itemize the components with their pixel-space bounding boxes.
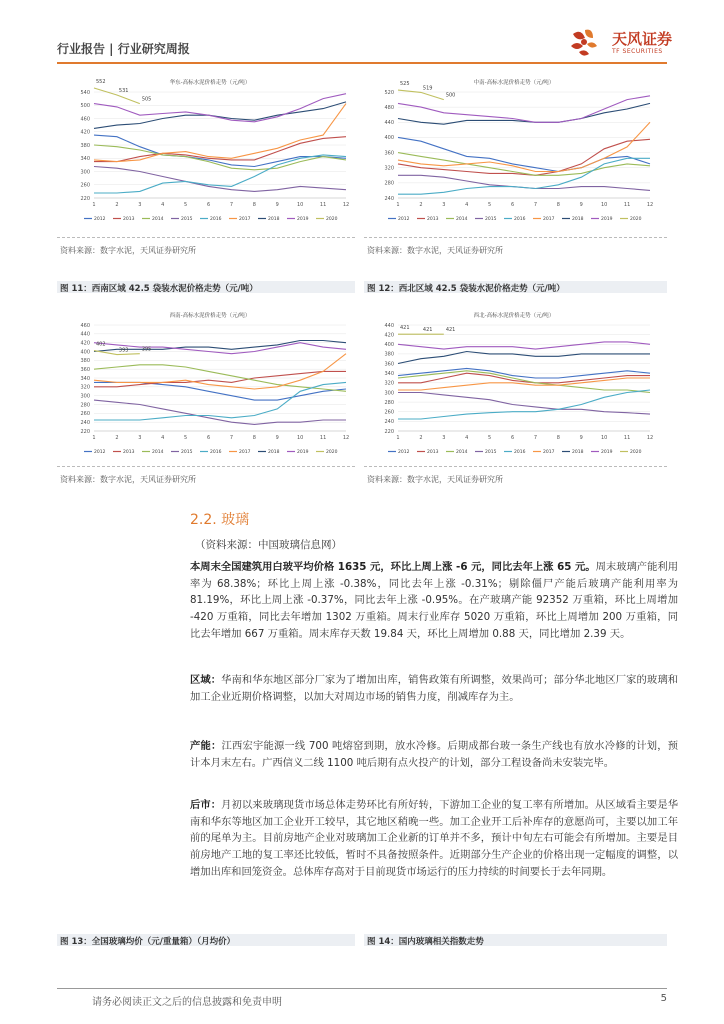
y-tick-label: 320 [384,165,394,172]
data-label: 500 [445,92,456,99]
y-tick-label: 320 [384,380,394,387]
x-tick-label: 10 [296,202,304,208]
series-line-2018 [94,102,346,128]
series-line-2020 [94,88,140,104]
region-text: 华南和华东地区部分厂家为了增加出库，销售政策有所调整，效果尚可；部分华北地区厂家的玻璃和加工企业近期价格调整，以加大对周边市场的销售力度，削减库存为主。 [190,674,678,703]
data-label: 402 [96,341,106,348]
y-tick-label: 280 [384,399,394,406]
x-tick-label: 10 [600,435,608,441]
x-tick-label: 12 [646,435,654,441]
y-tick-label: 520 [384,89,394,96]
chart-source-2: 资料来源：数字水泥，天风证券研究所 [367,246,503,255]
chart-east-china [60,70,360,232]
legend-label: 2015 [485,450,497,455]
legend-label: 2015 [485,217,497,222]
summary-text: 周末玻璃产能利用率为 68.38%；环比上周上涨 -0.38%，同比去年上涨 -0.31%；剔除僵尸产能后玻璃产能利用率为 81.19%，环比上周上涨 -0.37%，同比去年上涨 -0.95%。在产玻璃产能 92352 万重箱，环比上周增加 -420 万重箱，同比去年增加 1302 万重箱。周末行业库存 5020 万重箱，环比上周增加 200 万重箱，同比去年增加 667 万重箱。周末库存天数 19.84 天，环比上周增加 0.88 天，同比增加 2.39 天。 [190,561,678,640]
x-tick-label: 7 [533,202,538,208]
x-tick-label: 7 [533,435,538,441]
x-tick-label: 3 [442,202,446,208]
x-tick-label: 11 [319,435,327,441]
x-tick-label: 4 [161,202,165,208]
x-tick-label: 1 [396,435,400,441]
x-tick-label: 3 [138,435,142,441]
data-label: 505 [141,96,152,103]
legend-label: 2014 [152,217,164,222]
x-tick-label: 1 [92,202,96,208]
y-tick-label: 280 [80,402,90,409]
paragraph-region [190,672,678,705]
data-label: 552 [96,79,106,86]
x-tick-label: 9 [579,202,583,208]
x-tick-label: 11 [623,202,631,208]
chart-source-4: 资料来源：数字水泥，天风证券研究所 [367,475,503,484]
x-tick-label: 6 [510,202,515,208]
chart-title: 华东-高标水泥价格走势（元/吨） [169,80,251,86]
legend-label: 2018 [572,450,584,455]
y-tick-label: 240 [384,195,394,202]
x-tick-label: 11 [319,202,327,208]
series-line-2018 [398,352,650,364]
y-tick-label: 220 [384,428,394,435]
y-tick-label: 460 [80,322,90,329]
x-tick-label: 12 [342,202,350,208]
legend-label: 2016 [514,217,526,222]
y-tick-label: 360 [384,361,394,368]
x-tick-label: 5 [184,202,188,208]
legend-label: 2020 [326,217,338,222]
legend-label: 2013 [427,217,439,222]
x-tick-label: 8 [252,202,256,208]
y-tick-label: 420 [80,340,90,347]
x-tick-label: 9 [275,435,279,441]
figure-13-caption: 图 13：全国玻璃均价（元/重量箱）（月均价） [60,937,236,947]
x-tick-label: 5 [184,435,188,441]
series-line-2017 [94,354,346,389]
x-tick-label: 9 [275,202,279,208]
x-tick-label: 10 [600,202,608,208]
y-tick-label: 440 [384,322,394,329]
footer-divider [57,988,667,989]
legend-label: 2013 [123,217,135,222]
x-tick-label: 4 [465,435,469,441]
source-divider [364,237,667,238]
legend-label: 2012 [94,217,106,222]
y-tick-label: 320 [80,384,90,391]
section-source-note: （资料来源：中国玻璃信息网） [195,539,342,551]
legend-label: 2019 [601,217,613,222]
capacity-text: 江西宏宇能源一线 700 吨熔窑到期，放水冷修。后期成都台玻一条生产线也有放水冷修的计划，预计本月末左右。广西信义二线 1100 吨后期有点火投产的计划，部分工程设备尚未安装完毕。 [190,740,679,769]
legend-label: 2020 [630,450,642,455]
x-tick-label: 2 [115,202,119,208]
legend-label: 2013 [427,450,439,455]
chart-southwest [60,303,360,465]
series-line-2019 [398,96,650,123]
source-divider [57,466,355,467]
x-tick-label: 2 [419,202,423,208]
x-tick-label: 5 [488,202,492,208]
y-tick-label: 240 [80,419,90,426]
y-tick-label: 340 [80,156,90,163]
region-label: 区域： [190,674,222,686]
paragraph-capacity [190,738,678,771]
legend-label: 2020 [630,217,642,222]
capacity-label: 产能： [190,740,222,752]
chart-northwest-svg [364,303,664,465]
series-line-2015 [94,167,346,192]
legend-label: 2019 [601,450,613,455]
legend-label: 2018 [572,217,584,222]
chart-title: 西南-高标水泥价格走势（元/吨） [169,313,251,319]
y-tick-label: 460 [80,116,90,123]
y-tick-label: 300 [80,393,90,400]
y-tick-label: 260 [80,182,90,189]
legend-label: 2015 [181,450,193,455]
legend-label: 2014 [456,450,468,455]
data-label: 393 [118,347,129,354]
data-label: 531 [118,87,129,94]
series-line-2019 [94,94,346,122]
y-tick-label: 420 [384,332,394,339]
x-tick-label: 7 [229,202,234,208]
logo-cn-text: 天风证券 [612,30,673,48]
chart-title: 中南-高标水泥价格走势（元/吨） [473,80,555,86]
legend-label: 2017 [239,450,251,455]
legend-label: 2012 [94,450,106,455]
series-line-2020 [398,90,444,100]
y-tick-label: 400 [384,135,394,142]
y-tick-label: 360 [80,366,90,373]
x-tick-label: 5 [488,435,492,441]
series-line-2017 [398,122,650,171]
summary-bold: 本周末全国建筑用白玻平均价格 1635 元，环比上周上涨 -6 元，同比去年上涨 65 元。 [190,561,596,573]
section-title: 2.2. 玻璃 [190,512,250,528]
data-label: 421 [422,327,433,334]
data-label: 519 [422,85,433,92]
chart-east-china-svg [60,70,360,232]
x-tick-label: 6 [206,435,211,441]
y-tick-label: 400 [80,349,90,356]
x-tick-label: 2 [115,435,119,441]
figure-14-caption: 图 14：国内玻璃相关指数走势 [367,937,484,947]
y-tick-label: 480 [384,104,394,111]
y-tick-label: 380 [80,358,90,365]
legend-label: 2012 [398,217,410,222]
x-tick-label: 10 [296,435,304,441]
logo-petals-icon [571,30,597,56]
chart-central-south [364,70,664,232]
x-tick-label: 6 [510,435,515,441]
page-number: 5 [660,993,667,1004]
paragraph-summary [190,559,678,643]
data-label: 525 [400,81,410,88]
legend-label: 2019 [297,450,309,455]
x-tick-label: 12 [646,202,654,208]
y-tick-label: 380 [80,142,90,149]
y-tick-label: 260 [80,411,90,418]
x-tick-label: 1 [396,202,400,208]
report-header: 行业报告 | 行业研究周报 [57,42,190,56]
figure-11-caption: 图 11：西南区域 42.5 袋装水泥价格走势（元/吨） [60,284,258,294]
y-tick-label: 420 [80,129,90,136]
legend-label: 2015 [181,217,193,222]
x-tick-label: 2 [419,435,423,441]
series-line-2012 [94,135,346,166]
x-tick-label: 6 [206,202,211,208]
paragraph-outlook [190,797,678,881]
footer-disclaimer: 请务必阅读正文之后的信息披露和免责申明 [92,997,282,1008]
legend-label: 2012 [398,450,410,455]
x-tick-label: 12 [342,435,350,441]
legend-label: 2018 [268,217,280,222]
legend-label: 2016 [210,217,222,222]
series-line-2019 [398,342,650,349]
legend-label: 2016 [210,450,222,455]
y-tick-label: 220 [80,428,90,435]
series-line-2018 [398,103,650,124]
y-tick-label: 260 [384,409,394,416]
chart-southwest-svg [60,303,360,465]
y-tick-label: 440 [80,331,90,338]
x-tick-label: 7 [229,435,234,441]
x-tick-label: 3 [138,202,142,208]
legend-label: 2019 [297,217,309,222]
x-tick-label: 8 [556,435,560,441]
y-tick-label: 240 [384,419,394,426]
y-tick-label: 280 [384,180,394,187]
x-tick-label: 4 [161,435,165,441]
legend-label: 2014 [456,217,468,222]
chart-central-south-svg [364,70,664,232]
y-tick-label: 540 [80,89,90,96]
x-tick-label: 8 [556,202,560,208]
figure-12-caption: 图 12：西北区域 42.5 袋装水泥价格走势（元/吨） [367,284,565,294]
legend-label: 2017 [543,450,555,455]
chart-source-3: 资料来源：数字水泥，天风证券研究所 [60,475,196,484]
source-divider [364,466,667,467]
x-tick-label: 8 [252,435,256,441]
x-tick-label: 3 [442,435,446,441]
legend-label: 2017 [543,217,555,222]
legend-label: 2014 [152,450,164,455]
y-tick-label: 340 [80,375,90,382]
series-line-2013 [398,373,650,383]
series-line-2014 [398,153,650,176]
outlook-label: 后市： [190,799,222,811]
y-tick-label: 440 [384,120,394,127]
logo-en-text: TF SECURITIES [612,48,663,55]
x-tick-label: 4 [465,202,469,208]
y-tick-label: 300 [384,390,394,397]
legend-label: 2017 [239,217,251,222]
chart-source-1: 资料来源：数字水泥，天风证券研究所 [60,246,196,255]
legend-label: 2016 [514,450,526,455]
legend-label: 2013 [123,450,135,455]
outlook-text: 月初以来玻璃现货市场总体走势环比有所好转，下游加工企业的复工率有所增加。从区域看主要是华南和华东等地区加工企业开工较早，其它地区稍晚一些。加工企业开工后补库存的意愿尚可，主要以加工年前的尾单为主。目前房地产企业对玻璃加工企业新的订单并不多，预计中旬左右可能会有所增加。主要是目前房地产工地的复工率还比较低，暂时不具备按照条件。近期部分生产企业的价格出现一定幅度的调整，以增加出库和回笼资金。总体库存高对于目前现货市场运行的压力持续的时间要长于去年同期。 [190,799,678,878]
legend-label: 2018 [268,450,280,455]
y-tick-label: 400 [384,342,394,349]
data-label: 421 [445,327,456,334]
y-tick-label: 300 [80,169,90,176]
y-tick-label: 340 [384,370,394,377]
y-tick-label: 360 [384,150,394,157]
data-label: 395 [141,346,152,353]
header-divider [57,62,667,64]
data-label: 421 [400,325,410,332]
x-tick-label: 1 [92,435,96,441]
source-divider [57,237,355,238]
legend-label: 2020 [326,450,338,455]
chart-northwest [364,303,664,465]
y-tick-label: 500 [80,103,90,110]
x-tick-label: 11 [623,435,631,441]
y-tick-label: 380 [384,351,394,358]
series-line-2015 [94,400,346,424]
y-tick-label: 220 [80,195,90,202]
x-tick-label: 9 [579,435,583,441]
chart-title: 西北-高标水泥价格走势（元/吨） [473,313,555,319]
